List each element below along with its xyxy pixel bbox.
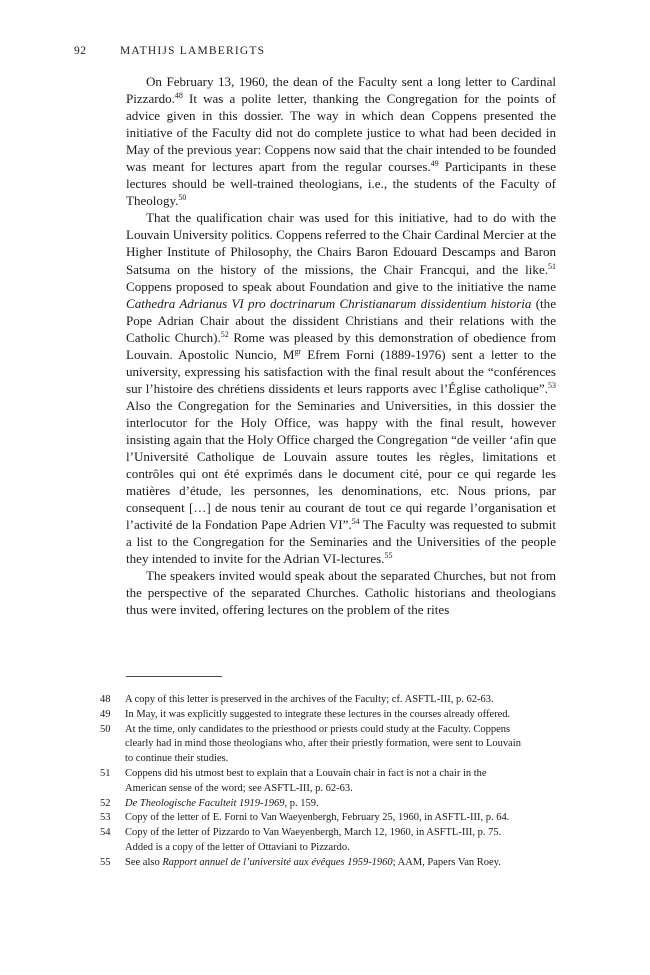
- page-number: 92: [74, 45, 87, 57]
- footnote-text: In May, it was explicitly suggested to integrate these lectures in the courses already offered.: [125, 708, 511, 720]
- footnote-text: A copy of this letter is preserved in the archives of the Faculty; cf. ASFTL-III, p. 62-63.: [125, 694, 494, 705]
- text-run: Participants in these lectures should be well-trained theologians, i.e., the students of the Faculty of Theology.: [126, 159, 556, 209]
- footnote: [100, 856, 530, 871]
- honorific-superscript: gr: [294, 346, 302, 356]
- footnote: [100, 797, 530, 812]
- footnote: [100, 693, 530, 708]
- paragraph-2: [126, 209, 556, 567]
- footnote-text: At the time, only candidates to the priesthood or priests could study at the Faculty. Coppens clearly had in mind those theologians who, after their priestly formation, were sent to Louvain to continue their studies.: [125, 723, 521, 765]
- footnotes: [100, 693, 530, 871]
- footnote: [100, 811, 530, 826]
- text-run: (the Pope Adrian Chair about the dissident Christians and their relations with the Catholic Church).: [126, 295, 556, 345]
- paragraph-3: The speakers invited would speak about the separated Churches, but not from the perspective of the separated Churches. Catholic historians and theologians thus were invited, offering lectures on the problem of the rites: [126, 568, 556, 618]
- text-run: It was a polite letter, thanking the Congregation for the points of advice given in this dossier. The way in which dean Coppens presented the initiative of the Faculty did not do complete justice to what had been decided in May of the previous year: Coppens now said that the chair intended to be founded was meant for lectures apart from the regular courses.: [126, 91, 556, 175]
- footnote-number: 52: [100, 797, 111, 809]
- footnote-text: Copy of the letter of E. Forni to Van Waeyenbergh, February 25, 1960, in ASFTL-III, p. 64.: [125, 812, 510, 824]
- running-head-author: MATHIJS LAMBERIGTS: [120, 45, 266, 57]
- footnote-number: 54: [100, 827, 111, 839]
- footnote-ref[interactable]: 49: [430, 159, 439, 169]
- footnote-number: 53: [100, 812, 111, 824]
- footnote-italic: Rapport annuel de l’université aux évêques 1959-1960: [162, 856, 393, 868]
- footnote-ref[interactable]: 55: [384, 551, 393, 561]
- footnote-ref[interactable]: 52: [220, 329, 229, 339]
- text-run: On February 13, 1960, the dean of the Faculty sent a long letter to Cardinal Pizzardo.: [126, 74, 556, 107]
- footnote-ref[interactable]: 50: [178, 193, 187, 203]
- text-run: The Faculty was requested to submit a list to the Congregation for the Seminaries and the Universities of the people they intended to invite for the Adrian VI-lectures.: [126, 517, 556, 567]
- footnote: [100, 767, 530, 797]
- footnote-number: 50: [100, 723, 111, 735]
- footnote: [100, 826, 530, 856]
- footnote-text: [125, 856, 530, 871]
- footnote-text: [125, 797, 530, 812]
- text-run: Efrem Forni (1889-1976) sent a letter to the university, expressing his satisfaction with the final result about the “conférences sur l’histoire des chrétiens dissidents et leurs rapports avec l’Église catholique”.: [126, 346, 556, 396]
- footnote-number: 49: [100, 708, 111, 720]
- text-run: That the qualification chair was used for this initiative, had to do with the Louvain University politics. Coppens referred to the Chair Cardinal Mercier at the Higher Institute of Philosophy, the Chairs Baron Edouard Descamps and Baron Satsuma on the history of the missions, the Chair Francqui, and the like.: [126, 210, 556, 277]
- footnote: [100, 723, 530, 767]
- footnote-separator: [126, 676, 222, 677]
- footnote-ref[interactable]: 54: [351, 517, 360, 527]
- main-text: [126, 73, 556, 619]
- footnote-text: Coppens did his utmost best to explain that a Louvain chair in fact is not a chair in the American sense of the word; see ASFTL-III, p. 62-63.: [125, 767, 487, 794]
- italic-title: Cathedra Adrianus VI pro doctrinarum Christianarum dissidentium historia: [126, 295, 532, 311]
- text-run: Rome was pleased by this demonstration of obedience from Louvain. Apostolic Nuncio, M: [126, 329, 556, 362]
- footnote-number: 51: [100, 767, 111, 779]
- footnote-text-run: , p. 159.: [284, 797, 319, 809]
- footnote: [100, 708, 530, 723]
- footnote-italic: De Theologische Faculteit 1919-1969: [125, 797, 285, 809]
- text-run: Also the Congregation for the Seminaries and Universities, in this dossier the interlocutor for the Holy Office, was happy with the final result, however insisting again that the Holy Office charged the Congregation “de veiller ‘afin que l’Université Catholique de Louvain assure toutes les règles, limitations et contrôles qui ont été exprimés dans le document cité, pour ce qui regarde les matières d’étude, les personnes, les denominations, etc. Nous prions, par consequent […] de nous tenir au courant de tout ce qui regarde l’organisation et l’activité de la Fondation Pape Adrien VI”.: [126, 397, 556, 533]
- footnote-number: 48: [100, 694, 111, 705]
- text-run: Coppens proposed to speak about Foundation and give to the initiative the name: [126, 278, 556, 294]
- paragraph-1: [126, 73, 556, 209]
- footnote-ref[interactable]: 48: [174, 91, 183, 101]
- footnote-ref[interactable]: 53: [548, 380, 556, 390]
- footnote-number: 55: [100, 856, 111, 868]
- footnote-text-run: ; AAM, Papers Van Roey.: [392, 856, 501, 868]
- footnote-text-run: See also: [125, 856, 163, 868]
- footnote-text: Copy of the letter of Pizzardo to Van Waeyenbergh, March 12, 1960, in ASFTL-III, p. 75. Added is a copy of the letter of Ottaviani to Pizzardo.: [125, 827, 502, 853]
- running-head: [74, 44, 574, 58]
- footnote-ref[interactable]: 51: [548, 261, 556, 271]
